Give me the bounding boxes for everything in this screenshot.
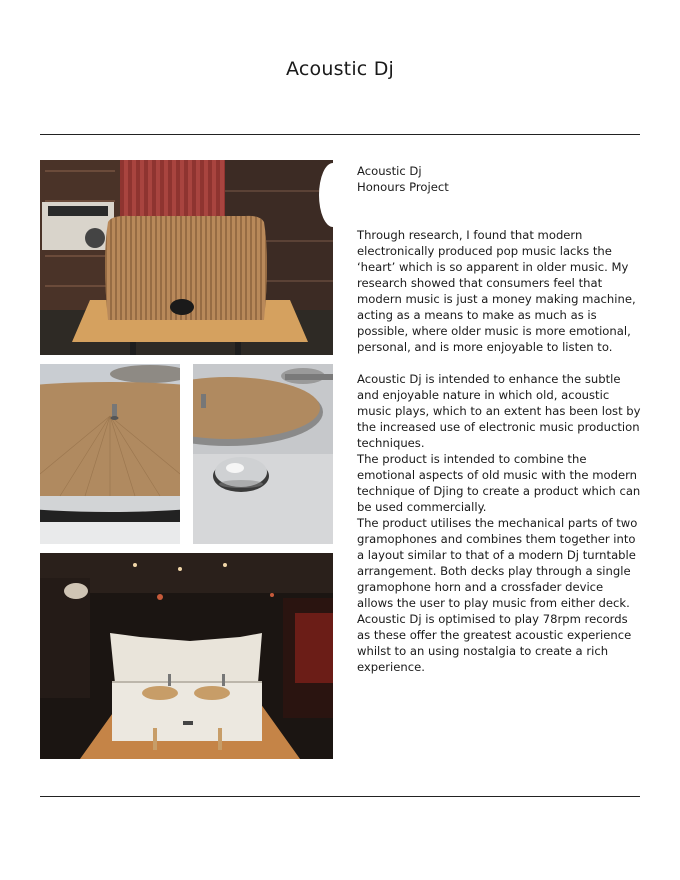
body-paragraph-3: The product is intended to combine the emotional aspects of old music with the modern technique of Djing to create a product which can be used commercially. [357, 452, 641, 514]
project-description [357, 163, 643, 675]
turntable-tonearm-detail-photo [193, 364, 333, 544]
project-subtitle: Honours Project [357, 180, 449, 194]
acoustic-dj-in-venue-photo [40, 553, 333, 759]
body-paragraph-1: Through research, I found that modern electronically produced pop music lacks the ‘heart’ which is so apparent in older music. My research showed that consumers feel that modern music is just a money making machine, acting as a means to make as much as is possible, where older music is more emotional, personal, and is more enjoyable to listen to. [357, 228, 636, 354]
body-paragraph-2: Acoustic Dj is intended to enhance the subtle and enjoyable nature in which old, acoustic music plays, which to an extent has been lost by the increased use of electronic music production techniques. [357, 372, 641, 450]
bottom-divider [40, 796, 640, 797]
project-name: Acoustic Dj [357, 164, 422, 178]
body-paragraph-4: The product utilises the mechanical parts of two gramophones and combines them together into a layout similar to that of a modern Dj turntable arrangement. Both decks play through a single gramophone horn and a crossfader device allows the user to play music from either deck. Acoustic Dj is optimised to play 78rpm records as these offer the greatest acoustic experience whilst to an using nostalgia to create a rich experience. [357, 516, 638, 674]
wooden-horn-enclosure-photo [40, 160, 333, 355]
cork-turntable-platter-photo [40, 364, 180, 544]
top-divider [40, 134, 640, 135]
page-title: Acoustic Dj [286, 58, 394, 80]
